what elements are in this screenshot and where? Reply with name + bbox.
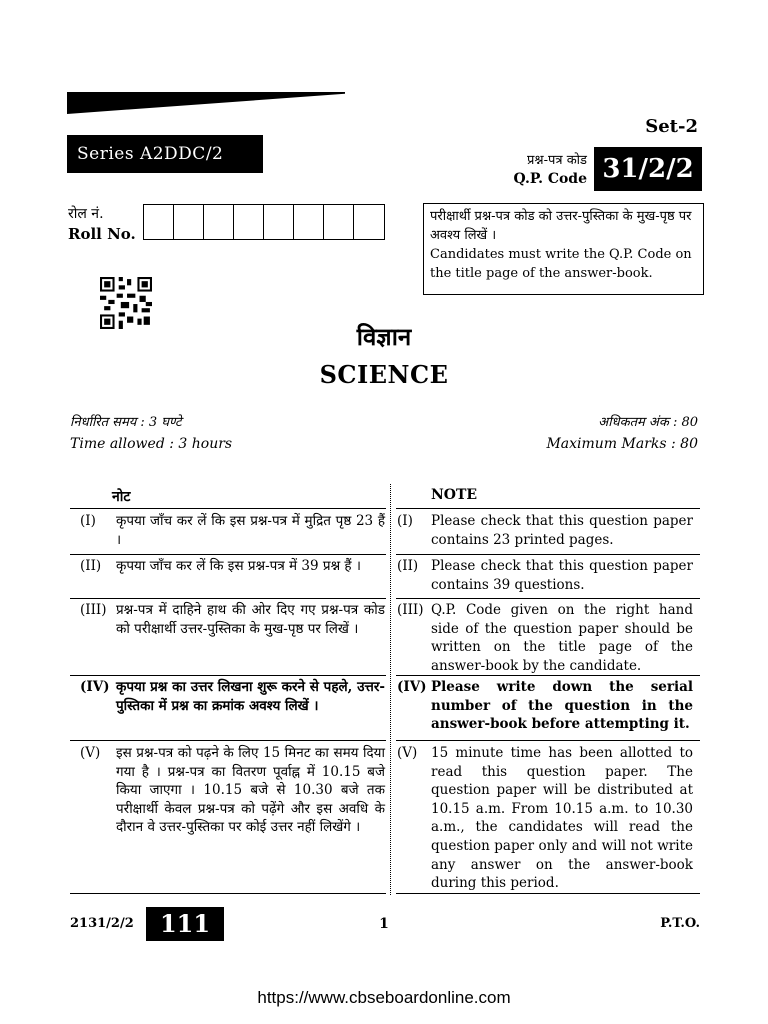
note-text: Please check that this question paper contains 39 questions.: [431, 558, 693, 593]
note-text: Please write down the serial number of the question in the answer-book before attempting it.: [431, 679, 693, 733]
note-item-hi: [80, 744, 385, 837]
roll-digit-box[interactable]: [174, 205, 204, 239]
note-item-hi: [80, 557, 385, 576]
subject-title-en: SCIENCE: [319, 360, 449, 389]
note-number: (III): [397, 602, 424, 618]
table-rule: [396, 893, 700, 894]
note-text: कृपया जाँच कर लें कि इस प्रश्न-पत्र में 39 प्रश्न हैं ।: [116, 558, 361, 574]
header-decor-bar: [67, 92, 345, 114]
note-number: (IV): [397, 679, 427, 695]
table-rule: [396, 598, 700, 599]
table-rule: [396, 740, 700, 741]
note-text: Please check that this question paper contains 23 printed pages.: [431, 513, 693, 548]
set-label: Set-2: [645, 116, 698, 137]
table-rule: [396, 508, 700, 509]
qp-code-label-hi: प्रश्न-पत्र कोड: [527, 153, 587, 168]
page-number: 1: [379, 916, 389, 932]
note-item-en: [397, 678, 693, 734]
note-text: इस प्रश्न-पत्र को पढ़ने के लिए 15 मिनट का समय दिया गया है । प्रश्न-पत्र का वितरण पूर्वाह्न में 10.15 बजे किया जाएगा । 10.15 बजे से 10.30 बजे तक परीक्षार्थी केवल प्रश्न-पत्र को पढ़ेंगे और इस अवधि के दौरान वे उत्तर-पुस्तिका पर कोई उत्तर नहीं लिखेंगे ।: [116, 745, 385, 836]
max-marks-en: Maximum Marks : 80: [546, 436, 698, 452]
table-rule: [70, 508, 386, 509]
note-text: कृपया प्रश्न का उत्तर लिखना शुरू करने से पहले, उत्तर-पुस्तिका में प्रश्न का क्रमांक अवश्य लिखें ।: [116, 679, 385, 714]
note-number: (IV): [80, 679, 110, 695]
note-item-en: [397, 557, 693, 594]
roll-label-hi: रोल नं.: [68, 206, 104, 222]
roll-number-boxes[interactable]: [143, 204, 385, 240]
roll-digit-box[interactable]: [144, 205, 174, 239]
table-rule: [396, 554, 700, 555]
note-text: कृपया जाँच कर लें कि इस प्रश्न-पत्र में मुद्रित पृष्ठ 23 हैं ।: [116, 513, 385, 548]
series-label: Series A2DDC/2: [67, 135, 263, 173]
note-number: (V): [397, 745, 418, 761]
qp-code-label-en: Q.P. Code: [513, 171, 587, 187]
max-marks-hi: अधिकतम अंक : 80: [598, 415, 698, 430]
table-rule: [70, 740, 386, 741]
candidate-instruction-en: Candidates must write the Q.P. Code on the title page of the answer-book.: [430, 247, 692, 281]
roll-digit-box[interactable]: [354, 205, 384, 239]
subject-title-hi: विज्ञान: [356, 322, 412, 351]
qp-code-value: 31/2/2: [594, 147, 702, 191]
table-rule: [70, 554, 386, 555]
note-heading-hi: नोट: [112, 489, 131, 505]
note-heading-en: NOTE: [431, 487, 478, 503]
roll-label: [68, 204, 136, 244]
note-number: (I): [397, 513, 413, 529]
table-rule: [70, 598, 386, 599]
note-item-en: [397, 601, 693, 675]
footer-badge: 111 B: [146, 907, 224, 941]
note-text: प्रश्न-पत्र में दाहिने हाथ की ओर दिए गए प्रश्न-पत्र कोड को परीक्षार्थी उत्तर-पुस्तिका के मुख-पृष्ठ पर लिखें ।: [116, 602, 385, 637]
note-item-en: [397, 744, 693, 893]
roll-digit-box[interactable]: [234, 205, 264, 239]
note-number: (II): [397, 558, 419, 574]
table-rule: [70, 893, 386, 894]
time-allowed-en: Time allowed : 3 hours: [70, 436, 233, 452]
time-allowed-hi: निर्धारित समय : 3 घण्टे: [70, 415, 182, 430]
note-number: (II): [80, 558, 102, 574]
note-item-hi: [80, 678, 385, 715]
roll-label-en: Roll No.: [68, 225, 136, 243]
note-item-en: [397, 512, 693, 549]
roll-digit-box[interactable]: [264, 205, 294, 239]
note-item-hi: [80, 512, 385, 549]
note-text: 15 minute time has been allotted to read this question paper. The question paper will be distributed at 10.15 a.m. From 10.15 a.m. to 10.30 a.m., the candidates will read the question paper only and will not write any answer on the answer-book during this period.: [431, 745, 693, 892]
column-divider: [390, 484, 391, 895]
table-rule: [396, 675, 700, 676]
note-item-hi: [80, 601, 385, 638]
candidate-instruction-box: [423, 203, 704, 295]
table-rule: [70, 675, 386, 676]
source-url-link[interactable]: https://www.cbseboardonline.com: [257, 988, 511, 1007]
note-number: (I): [80, 513, 96, 529]
pto-label: P.T.O.: [660, 916, 700, 931]
candidate-instruction-hi: परीक्षार्थी प्रश्न-पत्र कोड को उत्तर-पुस्तिका के मुख-पृष्ठ पर अवश्य लिखें ।: [430, 209, 692, 243]
roll-digit-box[interactable]: [204, 205, 234, 239]
footer-paper-code: 2131/2/2: [70, 916, 134, 931]
qp-code-label: [500, 152, 587, 188]
note-text: Q.P. Code given on the right hand side of the question paper should be written on the title page of the answer-book by the candidate.: [431, 602, 693, 674]
roll-digit-box[interactable]: [324, 205, 354, 239]
note-number: (III): [80, 602, 107, 618]
roll-digit-box[interactable]: [294, 205, 324, 239]
note-number: (V): [80, 745, 101, 761]
